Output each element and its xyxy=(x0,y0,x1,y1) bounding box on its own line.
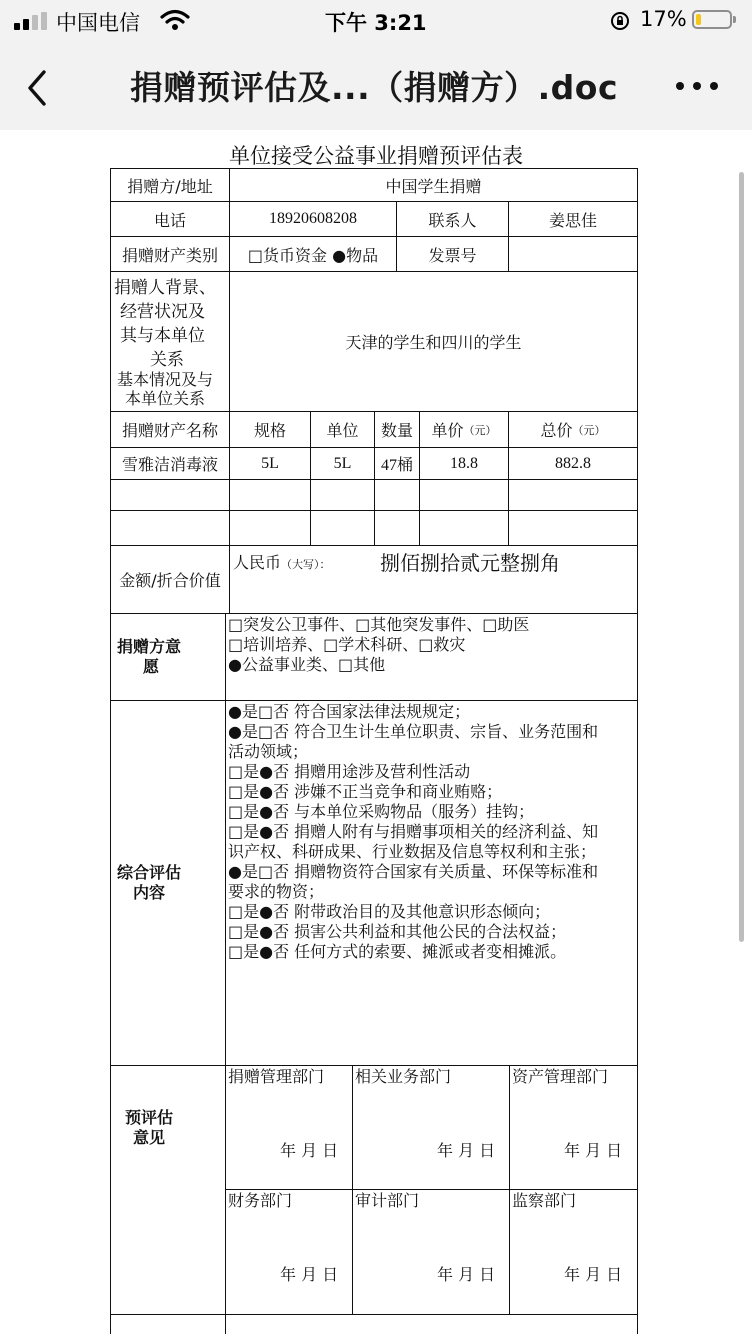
item-price-cell: 18.8 xyxy=(419,447,509,480)
date-line: 年 月 日 xyxy=(564,1265,623,1284)
status-bar xyxy=(0,0,752,40)
opinion-label-line: 意见 xyxy=(133,1128,166,1147)
dept-name: 资产管理部门 xyxy=(512,1067,609,1086)
assessment-line: □是●否 涉嫌不正当竞争和商业贿赂； xyxy=(228,782,503,801)
assessment-line: 识产权、科研成果、行业数据及信息等权利和主张； xyxy=(228,842,597,861)
dept-cell xyxy=(509,1065,638,1190)
next-row-cell xyxy=(225,1314,638,1334)
date-line: 年 月 日 xyxy=(564,1141,623,1160)
item-price-header-text: 单价 xyxy=(431,421,464,440)
assessment-line: □是●否 与本单位采购物品（服务）挂钩； xyxy=(228,802,535,821)
amount-prefix-text: 人民币 xyxy=(233,553,282,572)
assessment-line: □是●否 损害公共利益和其他公民的合法权益； xyxy=(228,922,567,941)
opinion-label-line: 预评估 xyxy=(125,1108,174,1127)
assessment-label-line: 内容 xyxy=(133,883,166,902)
item-spec-header: 规格 xyxy=(229,411,311,448)
invoice-label: 发票号 xyxy=(396,236,509,272)
background-sub-line: 基本情况及与 xyxy=(117,370,214,389)
item-price-header-unit: （元） xyxy=(463,423,497,437)
dept-name: 财务部门 xyxy=(228,1191,293,1210)
contact-value: 姜思佳 xyxy=(508,201,638,237)
empty-cell xyxy=(110,479,230,511)
empty-cell xyxy=(508,510,638,546)
dept-cell xyxy=(225,1189,353,1315)
dept-name: 监察部门 xyxy=(512,1191,577,1210)
form-title: 单位接受公益事业捐赠预评估表 xyxy=(229,144,523,168)
amount-label: 金额/折合价值 xyxy=(110,545,230,614)
assessment-line: □是●否 任何方式的索要、摊派或者变相摊派。 xyxy=(228,942,567,961)
rotation-lock-icon xyxy=(610,11,630,31)
battery-icon xyxy=(692,10,732,29)
category-value: □货币资金 ●物品 xyxy=(229,236,397,272)
clock: 下午 3:21 xyxy=(325,11,427,35)
date-line: 年 月 日 xyxy=(280,1265,339,1284)
category-label: 捐赠财产类别 xyxy=(110,236,230,272)
phone-label: 电话 xyxy=(110,201,230,237)
dept-cell xyxy=(225,1065,353,1190)
battery-percent: 17% xyxy=(640,7,687,31)
background-sub-line: 本单位关系 xyxy=(125,389,206,408)
back-arrow-icon[interactable] xyxy=(20,68,60,108)
item-qty-cell: 47桶 xyxy=(374,447,420,480)
phone-value: 18920608208 xyxy=(229,201,397,237)
item-price-header xyxy=(419,411,509,448)
item-unit-header: 单位 xyxy=(310,411,375,448)
background-value: 天津的学生和四川的学生 xyxy=(229,271,638,412)
donor-label: 捐赠方/地址 xyxy=(110,168,230,202)
assessment-line: □是●否 捐赠用途涉及营利性活动 xyxy=(228,762,471,781)
dept-cell xyxy=(352,1065,510,1190)
scrollbar[interactable] xyxy=(739,172,744,942)
item-name-header: 捐赠财产名称 xyxy=(110,411,230,448)
empty-cell xyxy=(110,510,230,546)
intent-line: □突发公卫事件、□其他突发事件、□助医 xyxy=(228,615,530,634)
assessment-line: ●是□否 捐赠物资符合国家有关质量、环保等标准和 xyxy=(228,862,599,881)
donor-value: 中国学生捐赠 xyxy=(229,168,638,202)
empty-cell xyxy=(310,510,375,546)
next-row-label xyxy=(110,1314,226,1334)
item-qty-header: 数量 xyxy=(374,411,420,448)
date-line: 年 月 日 xyxy=(437,1265,496,1284)
contact-label: 联系人 xyxy=(396,201,509,237)
assessment-label xyxy=(110,700,226,1066)
empty-cell xyxy=(229,479,311,511)
item-total-header-text: 总价 xyxy=(540,421,573,440)
item-name-cell: 雪雅洁消毒液 xyxy=(110,447,230,480)
intent-line: ●公益事业类、□其他 xyxy=(228,655,386,674)
intent-line: □培训培养、□学术科研、□救灾 xyxy=(228,635,466,654)
background-label-line: 关系 xyxy=(150,350,184,370)
assessment-line: 要求的物资； xyxy=(228,882,325,901)
wifi-icon xyxy=(160,9,190,31)
date-line: 年 月 日 xyxy=(280,1141,339,1160)
signal-icon xyxy=(14,12,48,30)
dept-name: 捐赠管理部门 xyxy=(228,1067,325,1086)
intent-label xyxy=(110,613,226,701)
item-total-header-unit: （元） xyxy=(572,423,606,437)
assessment-cell xyxy=(225,700,638,1066)
item-total-header xyxy=(508,411,638,448)
assessment-line: ●是□否 符合国家法律法规规定； xyxy=(228,702,471,721)
amount-value: 捌佰捌拾贰元整捌角 xyxy=(380,551,560,575)
item-spec-cell: 5L xyxy=(229,447,311,480)
item-unit-cell: 5L xyxy=(310,447,375,480)
intent-label-line: 愿 xyxy=(143,657,160,676)
background-label-line: 经营状况及 xyxy=(120,302,205,322)
dept-cell xyxy=(509,1189,638,1315)
intent-label-line: 捐赠方意 xyxy=(117,637,182,656)
amount-prefix-small: （大写）： xyxy=(281,558,331,571)
invoice-value xyxy=(508,236,638,272)
carrier-label: 中国电信 xyxy=(56,11,140,35)
amount-prefix xyxy=(233,553,331,575)
dept-cell xyxy=(352,1189,510,1315)
background-label xyxy=(110,271,230,412)
document-title: 捐赠预评估及...（捐赠方）.doc xyxy=(130,68,618,107)
item-total-cell: 882.8 xyxy=(508,447,638,480)
empty-cell xyxy=(374,510,420,546)
background-label-line: 捐赠人背景、 xyxy=(114,278,216,298)
assessment-line: 活动领域； xyxy=(228,742,309,761)
opinion-label xyxy=(110,1065,226,1315)
empty-cell xyxy=(419,510,509,546)
empty-cell xyxy=(374,479,420,511)
empty-cell xyxy=(310,479,375,511)
amount-cell xyxy=(229,545,638,614)
empty-cell xyxy=(229,510,311,546)
assessment-line: □是●否 附带政治目的及其他意识形态倾向； xyxy=(228,902,551,921)
assessment-line: ●是□否 符合卫生计生单位职责、宗旨、业务范围和 xyxy=(228,722,599,741)
date-line: 年 月 日 xyxy=(437,1141,496,1160)
more-options-icon[interactable] xyxy=(672,70,722,100)
assessment-line: □是●否 捐赠人附有与捐赠事项相关的经济利益、知 xyxy=(228,822,599,841)
background-label-line: 其与本单位 xyxy=(120,326,205,346)
dept-name: 相关业务部门 xyxy=(355,1067,452,1086)
empty-cell xyxy=(419,479,509,511)
battery-tip xyxy=(733,16,736,23)
intent-cell xyxy=(225,613,638,701)
dept-name: 审计部门 xyxy=(355,1191,420,1210)
empty-cell xyxy=(508,479,638,511)
assessment-label-line: 综合评估 xyxy=(117,863,182,882)
